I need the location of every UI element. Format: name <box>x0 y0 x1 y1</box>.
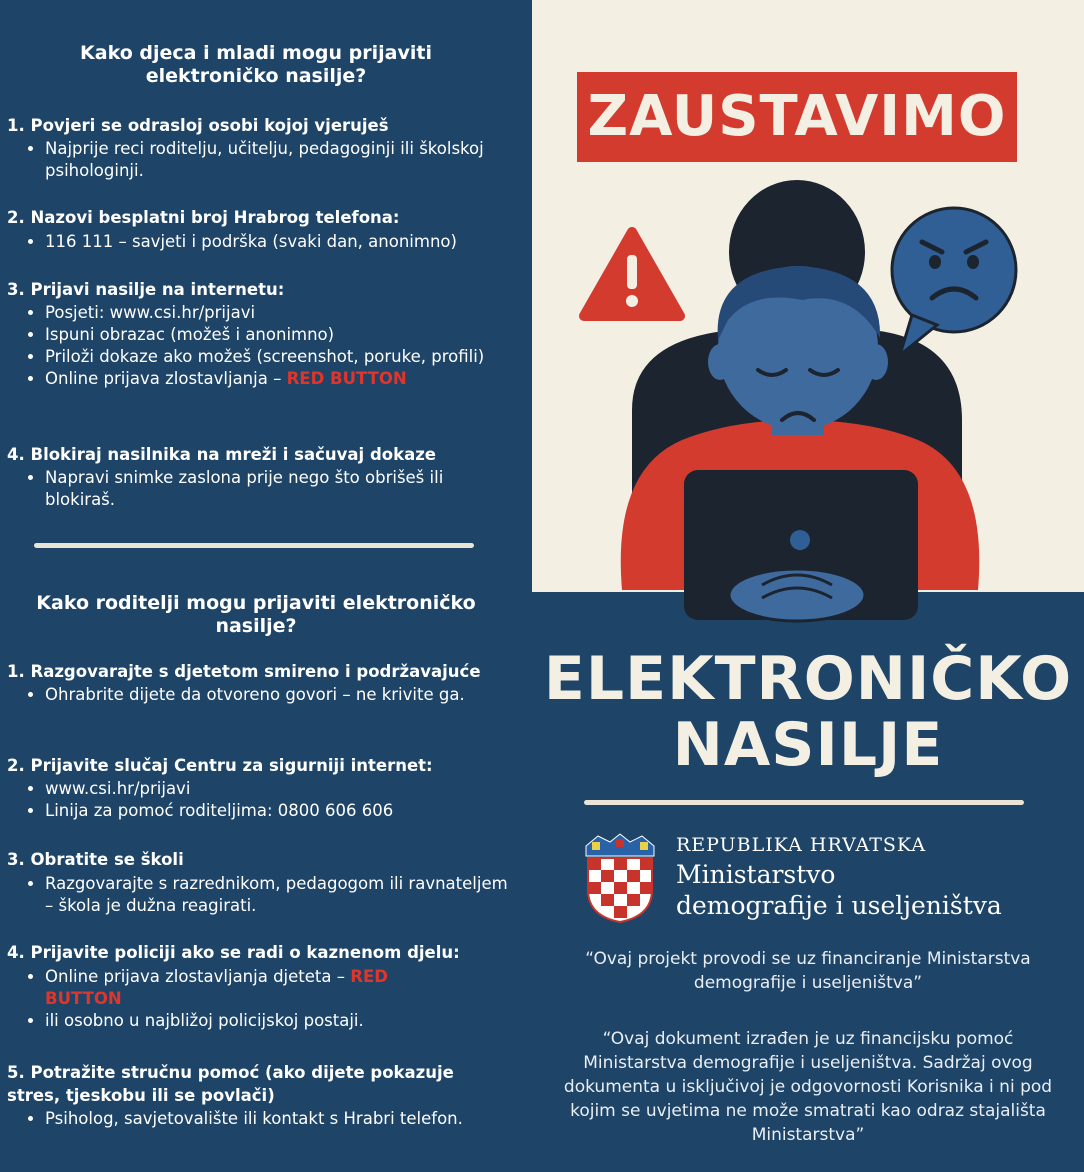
children-item-1-heading: 1. Povjeri se odrasloj osobi kojoj vjeruješ <box>7 116 389 135</box>
list-item: • Najprije reci roditelju, učitelju, pedagoginji ili školskoj psihologinji. <box>45 138 515 182</box>
parents-item-1-bullets <box>22 684 515 706</box>
children-item-3-bullets <box>22 302 515 390</box>
parents-item-2-heading: 2. Prijavite slučaj Centru za sigurniji internet: <box>7 756 433 775</box>
children-item-3-heading: 3. Prijavi nasilje na internetu: <box>7 280 285 299</box>
poster-panel <box>532 0 1084 1172</box>
funding-quote: “Ovaj projekt provodi se uz financiranje Ministarstva demografije i useljeništva” <box>585 949 1031 993</box>
poster-title: ELEKTRONIČKO NASILJE <box>543 644 1073 780</box>
children-section-title: Kako djeca i mladi mogu prijaviti elektroničko nasilje? <box>80 42 432 87</box>
list-item: • Razgovarajte s razrednikom, pedagogom ili ravnateljem – škola je dužna reagirati. <box>45 873 515 917</box>
ministry-name-line1: Ministarstvo <box>676 860 836 889</box>
children-item-4-bullets <box>22 467 515 511</box>
list-item: • Ispuni obrazac (možeš i anonimno) <box>45 324 515 346</box>
section-divider <box>34 543 474 548</box>
children-item-1-bullets <box>22 138 515 182</box>
list-item: • Linija za pomoć roditeljima: 0800 606 606 <box>45 800 515 822</box>
croatian-coat-of-arms-icon <box>584 832 656 924</box>
ministry-name-line2: demografije i useljeništva <box>676 891 1002 920</box>
tablet-icon <box>684 470 918 621</box>
red-button-label: RED BUTTON <box>286 369 407 388</box>
list-item: • 116 111 – savjeti i podrška (svaki dan, anonimno) <box>45 231 515 253</box>
parents-item-2-bullets <box>22 778 515 822</box>
list-item: • Online prijava zlostavljanja – RED BUTTON <box>45 368 515 390</box>
list-item: • Priloži dokaze ako možeš (screenshot, poruke, profili) <box>45 346 515 368</box>
parents-item-5-heading: 5. Potražite stručnu pomoć (ako dijete pokazuje stres, tjeskobu ili se povlači) <box>7 1063 454 1105</box>
parents-item-3-bullets <box>22 873 515 917</box>
parents-item-3-heading: 3. Obratite se školi <box>7 850 184 869</box>
disclaimer-quote: “Ovaj dokument izrađen je uz financijsku pomoć Ministarstva demografije i useljeništva. Sadržaj ovog dokumenta u isključivoj je odgovornosti Korisnika i ni pod kojim se uvjetima ne može smatrati kao odraz stajališta Ministarstva” <box>563 1029 1053 1145</box>
parents-item-1-heading: 1. Razgovarajte s djetetom smireno i podržavajuće <box>7 662 481 681</box>
list-item: • Online prijava zlostavljanja djeteta – RED BUTTON <box>45 966 445 1010</box>
list-item: • www.csi.hr/prijavi <box>45 778 515 800</box>
parents-section-title: Kako roditelji mogu prijaviti elektroničko nasilje? <box>36 592 476 637</box>
list-item: • Psiholog, savjetovalište ili kontakt s Hrabri telefon. <box>45 1108 465 1130</box>
cyberbullying-illustration <box>532 170 1084 630</box>
warning-icon <box>584 232 680 316</box>
instructions-panel <box>0 0 532 1172</box>
red-button-label: RED BUTTON <box>45 967 388 1008</box>
list-item: • Posjeti: www.csi.hr/prijavi <box>45 302 515 324</box>
parents-item-4-heading: 4. Prijavite policiji ako se radi o kaznenom djelu: <box>7 943 460 962</box>
list-item: • Ohrabrite dijete da otvoreno govori – ne krivite ga. <box>45 684 515 706</box>
banner-title: ZAUSTAVIMO <box>587 84 1007 149</box>
children-item-2-bullets <box>22 231 515 253</box>
title-divider <box>584 800 1024 805</box>
list-item: • ili osobno u najbližoj policijskoj postaji. <box>45 1010 445 1032</box>
children-item-2-heading: 2. Nazovi besplatni broj Hrabrog telefona: <box>7 208 400 227</box>
ministry-country: REPUBLIKA HRVATSKA <box>676 834 927 856</box>
parents-item-5-bullets <box>22 1108 465 1130</box>
parents-item-4-bullets <box>22 966 445 1032</box>
angry-face-icon <box>892 208 1016 355</box>
children-item-4-heading: 4. Blokiraj nasilnika na mreži i sačuvaj dokaze <box>7 445 436 464</box>
list-item: • Napravi snimke zaslona prije nego što obrišeš ili blokiraš. <box>45 467 515 511</box>
